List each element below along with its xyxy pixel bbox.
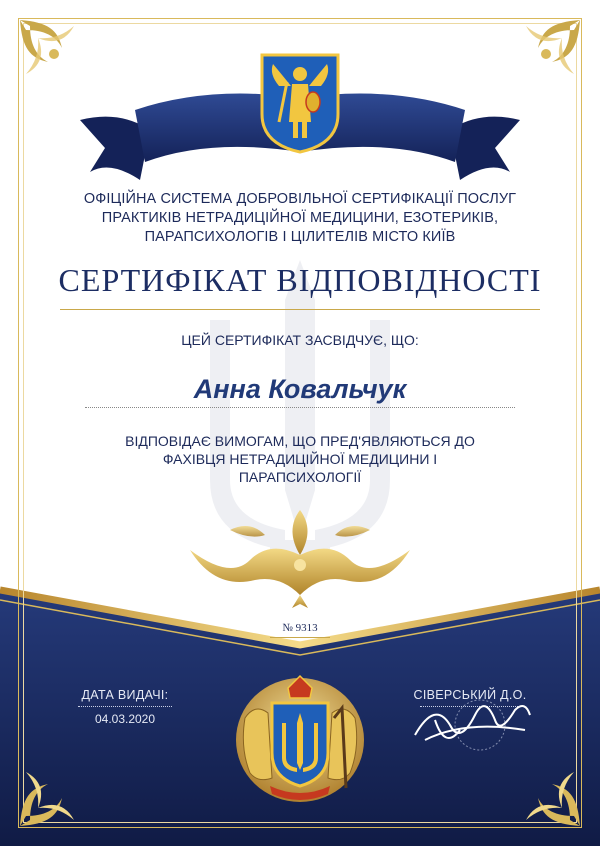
corner-ornament-top-left [18,18,88,88]
issue-date-divider [78,706,172,707]
organization-line-3: ПАРАПСИХОЛОГІВ І ЦІЛИТЕЛІВ МІСТО КИЇВ [144,229,456,245]
corner-ornament-bottom-left [18,758,88,828]
requirements-line-3: ПАРАПСИХОЛОГІЇ [238,469,362,485]
issue-date-label: ДАТА ВИДАЧІ: [81,688,169,702]
requirements-line-1: ВІДПОВІДАЄ ВИМОГАМ, ЩО ПРЕД'ЯВЛЯЮТЬСЯ ДО [125,433,475,449]
kyiv-archangel-michael-coat-of-arms-icon [259,52,341,154]
certificate-number: № 9313 [282,622,318,634]
handwritten-signature [405,680,535,760]
title-divider [60,309,540,310]
issue-date-value: 04.03.2020 [94,712,156,726]
great-coat-of-arms-of-ukraine-icon [230,668,370,808]
certificate-number-underline [270,637,330,638]
requirements-line-2: ФАХІВЦЯ НЕТРАДИЦІЙНОЇ МЕДИЦИНИ І [162,451,438,467]
holder-name-underline [85,407,515,408]
certificate-title: СЕРТИФІКАТ ВІДПОВІДНОСТІ [58,262,542,298]
corner-ornament-bottom-right [512,758,582,828]
issuing-organization [50,190,550,247]
corner-ornament-top-right [512,18,582,88]
signatory-name: СІВЕРСЬКИЙ Д.О. [413,688,527,702]
requirements-text [60,432,540,486]
holder-name: Анна Ковальчук [193,374,407,404]
certifies-text: ЦЕЙ СЕРТИФІКАТ ЗАСВІДЧУЄ, ЩО: [181,332,419,348]
organization-line-1: ОФІЦІЙНА СИСТЕМА ДОБРОВІЛЬНОЇ СЕРТИФІКАЦІЇ ПОСЛУГ [83,191,517,207]
gold-damask-ornament [170,500,430,610]
organization-line-2: ПРАКТИКІВ НЕТРАДИЦІЙНОЇ МЕДИЦИНИ, ЕЗОТЕРИКІВ, [101,210,499,226]
